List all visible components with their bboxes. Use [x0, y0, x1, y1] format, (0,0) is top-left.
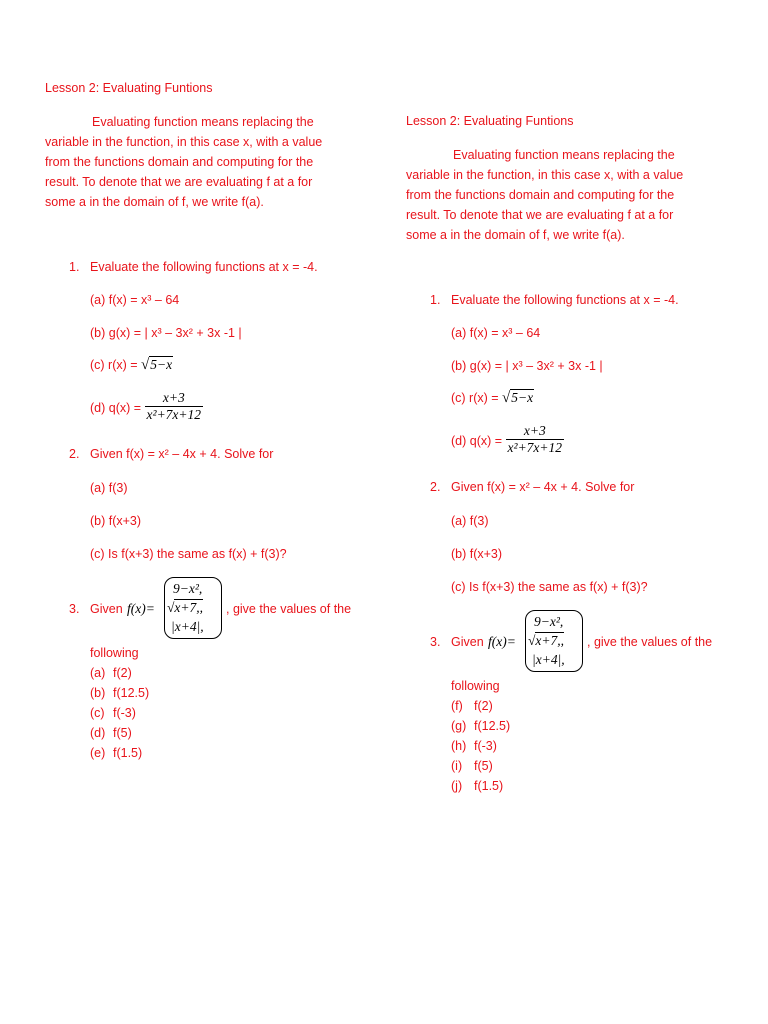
q3-following: following: [451, 679, 500, 693]
q1d: [90, 392, 203, 425]
q3-post: , give the values of the: [587, 635, 713, 649]
list-item-label: (j): [451, 779, 463, 793]
piecewise-case-2-arg: x+7,,: [535, 633, 565, 648]
q1-text: Evaluate the following functions at x = -4.: [90, 260, 318, 274]
q2a: (a) f(3): [451, 514, 489, 528]
q2-number: 2.: [69, 447, 80, 461]
list-item-text: f(-3): [113, 706, 136, 720]
fraction-numerator: x+3: [523, 423, 546, 438]
q1a: (a) f(x) = x³ – 64: [451, 326, 541, 340]
q1d-label: (d) q(x) =: [451, 433, 506, 448]
q2c: (c) Is f(x+3) the same as f(x) + f(3)?: [451, 580, 648, 594]
list-item-text: f(1.5): [474, 779, 504, 793]
piecewise-case-1: 9−x²,: [534, 614, 564, 629]
q3-number: 3.: [430, 635, 441, 649]
fraction-numerator: x+3: [162, 390, 185, 405]
list-item-text: f(12.5): [113, 686, 150, 700]
fraction-denominator: x²+7x+12: [507, 440, 563, 455]
q2a: (a) f(3): [90, 481, 128, 495]
q1-text: Evaluate the following functions at x = -4.: [451, 293, 679, 307]
q1c: [451, 390, 534, 406]
list-item-label: (c): [90, 706, 105, 720]
q1c: [90, 357, 173, 373]
q2c: (c) Is f(x+3) the same as f(x) + f(3)?: [90, 547, 287, 561]
q1d-label: (d) q(x) =: [90, 400, 145, 415]
list-item-text: f(1.5): [113, 746, 143, 760]
q1a: (a) f(x) = x³ – 64: [90, 293, 180, 307]
q1b: (b) g(x) = | x³ – 3x² + 3x -1 |: [451, 359, 603, 373]
list-item-text: f(5): [474, 759, 493, 773]
list-item-text: f(5): [113, 726, 132, 740]
q1b: (b) g(x) = | x³ – 3x² + 3x -1 |: [90, 326, 242, 340]
list-item-text: f(12.5): [474, 719, 511, 733]
list-item-label: (f): [451, 699, 463, 713]
piecewise-case-3: |x+4|,: [171, 619, 204, 634]
q3-following: following: [90, 646, 139, 660]
piecewise-case-2-arg: x+7,,: [174, 600, 204, 615]
piecewise-fx: f(x)=: [488, 634, 516, 649]
lesson-title: Lesson 2: Evaluating Funtions: [406, 114, 574, 128]
q3-given: Given: [90, 602, 123, 616]
fraction: [506, 423, 565, 456]
piecewise-function: [127, 577, 227, 639]
piecewise-fx: f(x)=: [127, 601, 155, 616]
list-item-label: (d): [90, 726, 106, 740]
q3-given: Given: [451, 635, 484, 649]
q3-post: , give the values of the: [226, 602, 352, 616]
q3-number: 3.: [69, 602, 80, 616]
q1-number: 1.: [69, 260, 80, 274]
q1d: [451, 425, 564, 458]
piecewise-case-3: |x+4|,: [532, 652, 565, 667]
list-item-text: f(-3): [474, 739, 497, 753]
piecewise-case-2: √x+7,,: [167, 600, 204, 615]
list-item-text: f(2): [113, 666, 132, 680]
q2b: (b) f(x+3): [451, 547, 503, 561]
q1c-label: (c) r(x) =: [451, 391, 503, 405]
intro-paragraph: Evaluating function means replacing the variable in the function, in this case x, with a value from the functions domain and computing for the result. To denote that we are evaluating f at a for some a in the domain of f, we write f(a).: [406, 148, 684, 242]
list-item-label: (g): [451, 719, 467, 733]
q2b: (b) f(x+3): [90, 514, 142, 528]
intro-paragraph: Evaluating function means replacing the variable in the function, in this case x, with a value from the functions domain and computing for the result. To denote that we are evaluating f at a for some a in the domain of f, we write f(a).: [45, 115, 323, 209]
lesson-title: Lesson 2: Evaluating Funtions: [45, 81, 213, 95]
sqrt-argument: 5−x: [511, 390, 534, 405]
fraction-denominator: x²+7x+12: [146, 407, 202, 422]
list-item-text: f(2): [474, 699, 493, 713]
sqrt-expression: √5−x: [502, 390, 534, 406]
q2-text: Given f(x) = x² – 4x + 4. Solve for: [451, 480, 635, 494]
piecewise-case-2: √x+7,,: [528, 633, 565, 648]
list-item-label: (h): [451, 739, 467, 753]
fraction: [145, 390, 204, 423]
list-item-label: (e): [90, 746, 106, 760]
list-item-label: (a): [90, 666, 106, 680]
sqrt-argument: 5−x: [150, 357, 173, 372]
list-item-label: (i): [451, 759, 463, 773]
q2-number: 2.: [430, 480, 441, 494]
piecewise-case-1: 9−x²,: [173, 581, 203, 596]
q1c-label: (c) r(x) =: [90, 358, 142, 372]
piecewise-function: [488, 610, 588, 672]
q1-number: 1.: [430, 293, 441, 307]
q2-text: Given f(x) = x² – 4x + 4. Solve for: [90, 447, 274, 461]
sqrt-expression: √5−x: [141, 357, 173, 373]
list-item-label: (b): [90, 686, 106, 700]
